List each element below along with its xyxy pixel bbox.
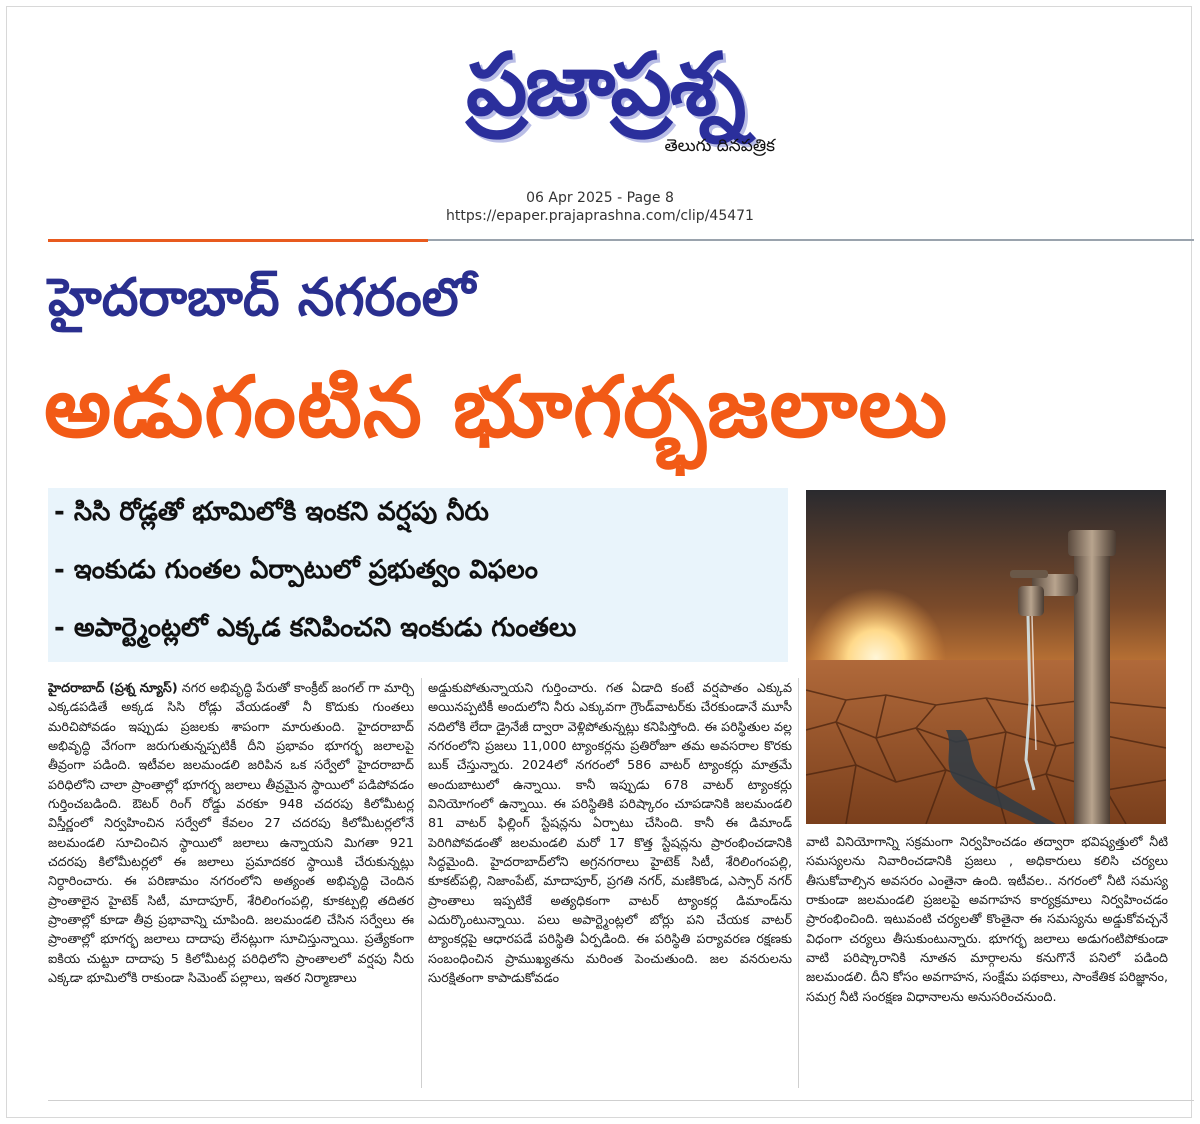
article-text: అడ్డుకుపోతున్నాయని గుర్తించారు. గత ఏడాది కంటే వర్షపాతం ఎక్కువ అయినప్పటికీ అందులోని నీరు ఎక్కువగా గ్రౌండ్‌వాటర్‌కు చేరకుండానే మూసీ నదిలోకి లేదా డ్రైనేజీ ద్వారా వెళ్లిపోతున్నట్లు కనిపిస్తోంది. ఈ పరిస్థితుల వల్ల నగరంలోని ప్రజలు 11,000 ట్యాంకర్లను ప్రతిరోజూ తమ అవసరాల కొరకు బుక్ చేస్తున్నారు. 2024లో నగరంలో 586 వాటర్ ట్యాంకర్లు మాత్రమే అందుబాటులో ఉన్నాయి. కానీ ఇప్పుడు 678 వాటర్ ట్యాంకర్లు వినియోగంలో ఉన్నాయి. ఈ పరిస్థితికి పరిష్కారం చూపడానికి జలమండలి 81 వాటర్ ఫిల్లింగ్ స్టేషన్లను ఏర్పాటు చేసింది. కానీ ఈ డిమాండ్ పెరిగిపోవడంతో జలమండలి మరో 17 కొత్త స్టేషన్లను ప్రారంభించడానికి సిద్ధమైంది. హైదరాబాద్‌లోని అగ్రనగరాలు హైటెక్ సిటీ, శేరిలింగంపల్లి, కూకట్‌పల్లి, నిజాంపేట్, మాదాపూర్, ప్రగతి నగర్, మణికొండ, ఎస్సార్ నగర్ ప్రాంతాలు ఇప్పటికే అత్యధికంగా వాటర్ ట్యాంకర్ల డిమాండ్‌ను ఎదుర్కొంటున్నాయి. పలు అపార్ట్మెంట్లలో బోర్లు పని చేయక వాటర్ ట్యాంకర్లపై ఆధారపడే పరిస్థితి ఏర్పడింది. ఈ పరిస్థితి పర్యావరణ రక్షణకు సంబంధించిన ప్రాముఖ్యతను మరింత పెంచుతుంది. జల వనరులను సురక్షితంగా కాపాడుకోవడం (428, 680, 792, 986)
header-rule-accent (48, 239, 428, 242)
masthead-subtitle: తెలుగు దినపత్రిక (664, 136, 775, 156)
footer-rule (48, 1100, 1194, 1101)
clip-url[interactable]: https://epaper.prajaprashna.com/clip/45471 (446, 208, 754, 224)
article-photo (806, 490, 1166, 824)
column-divider (421, 678, 422, 1088)
highlight-item: - ఇంకుడు గుంతల ఏర్పాటులో ప్రభుత్వం విఫలం (54, 555, 538, 585)
highlights-box (48, 488, 788, 662)
masthead-logo: ప్రజాప్రశ్న (466, 34, 744, 135)
header-rule (428, 239, 1194, 241)
article-text: వాటి వినియోగాన్ని సక్రమంగా నిర్వహించడం తద్వారా భవిష్యత్తులో నీటి సమస్యలను నివారించడానికి ప్రజలు , అధికారులు కలిసి చర్యలు తీసుకోవాల్సిన అవసరం ఎంతైనా ఉంది. ఇటీవల.. నగరంలో నీటి సమస్య రాకుండా జలమండలి ప్రజలపై అవగాహన కార్యక్రమాలు నిర్వహించడం ప్రారంభించింది. ఇటువంటి చర్యలతో కొంతైనా ఈ సమస్యను అడ్డుకోవచ్చనే విధంగా చర్యలు తీసుకుంటున్నారు. భూగర్భ జలాలు అడుగంటిపోకుండా వాటి పరిష్కారానికి నూతన మార్గాలను కనుగొనే పనిలో పడింది జలమండలి. దీని కోసం అవగాహన, సంక్షేమ పథకాలు, సాంకేతిక పరిజ్ఞానం, సమగ్ర నీటి సంరక్షణ విధానాలను అనుసరించనుంది. (806, 834, 1168, 1004)
headline-main: అడుగంటిన భూగర్భజలాలు (44, 358, 949, 456)
article-dateline: హైదరాబాద్ (ప్రశ్న న్యూస్) (48, 680, 178, 695)
page-date: 06 Apr 2025 - Page 8 (526, 190, 674, 206)
column-divider (798, 678, 799, 1088)
article-column-1 (48, 678, 414, 1090)
article-column-3 (806, 832, 1168, 1082)
headline-kicker: హైదరాబాద్ నగరంలో (48, 268, 476, 328)
highlight-item: - సిసి రోడ్లతో భూమిలోకి ఇంకని వర్షపు నీరు (54, 497, 489, 527)
article-text: నగర అభివృద్ధి పేరుతో కాంక్రీట్ జంగల్ గా మార్చి ఎక్కడపడితే అక్కడ సిసి రోడ్లు వేయడంతో నీ కొదుకు గుంతలు మరిచిపోవడం ఇప్పుడు ప్రజలకు శాపంగా మారుతుంది. హైదరాబాద్ అభివృద్ధి వేగంగా జరుగుతున్నప్పటికీ దీని ప్రభావం భూగర్భ జలాలపై తీవ్రంగా పడింది. ఇటీవల జలమండలి జరిపిన ఒక సర్వేలో హైదరాబాద్ పరిధిలోని చాలా ప్రాంతాల్లో భూగర్భ జలాలు తీవ్రమైన స్థాయిలో పడిపోవడం గుర్తించబడింది. ఔటర్ రింగ్ రోడ్డు వరకూ 948 చదరపు కిలోమీటర్ల విస్తీర్ణంలో నిర్వహించిన సర్వేలో కేవలం 27 చదరపు కిలోమీటర్లలోనే జలమండలి సూచించిన స్థాయిలో జలాలు ఉన్నాయని మిగతా 921 చదరపు కిలోమీటర్లలో ఈ జలాలు ప్రమాదకర స్థాయికి చేరుకున్నట్లు నిర్ధారించారు. ఈ పరిణామం నగరంలోని అత్యంత అభివృద్ధి చెందిన ప్రాంతాలైన హైటెక్ సిటీ, మాదాపూర్, శేరిలింగంపల్లి, కూకట్పల్లి తదితర ప్రాంతాల్లో కూడా తీవ్ర ప్రభావాన్ని చూపింది. జలమండలి చేసిన సర్వేలు ఈ ప్రాంతాల్లో భూగర్భ జలాలు దాదాపు లేనట్లుగా సూచిస్తున్నాయి. ప్రత్యేకంగా ఐకియ చుట్టూ దాదాపు 5 కిలోమీటర్ల పరిధిలోని ప్రాంతాలలో వర్షపు నీరు ఎక్కడా భూమిలోకి రాకుండా సిమెంట్ పల్లాలు, ఇతర నిర్మాణాలు (48, 680, 414, 986)
highlight-item: - అపార్ట్మెంట్లలో ఎక్కడ కనిపించని ఇంకుడు గుంతలు (54, 613, 577, 643)
article-column-2 (428, 678, 792, 1090)
